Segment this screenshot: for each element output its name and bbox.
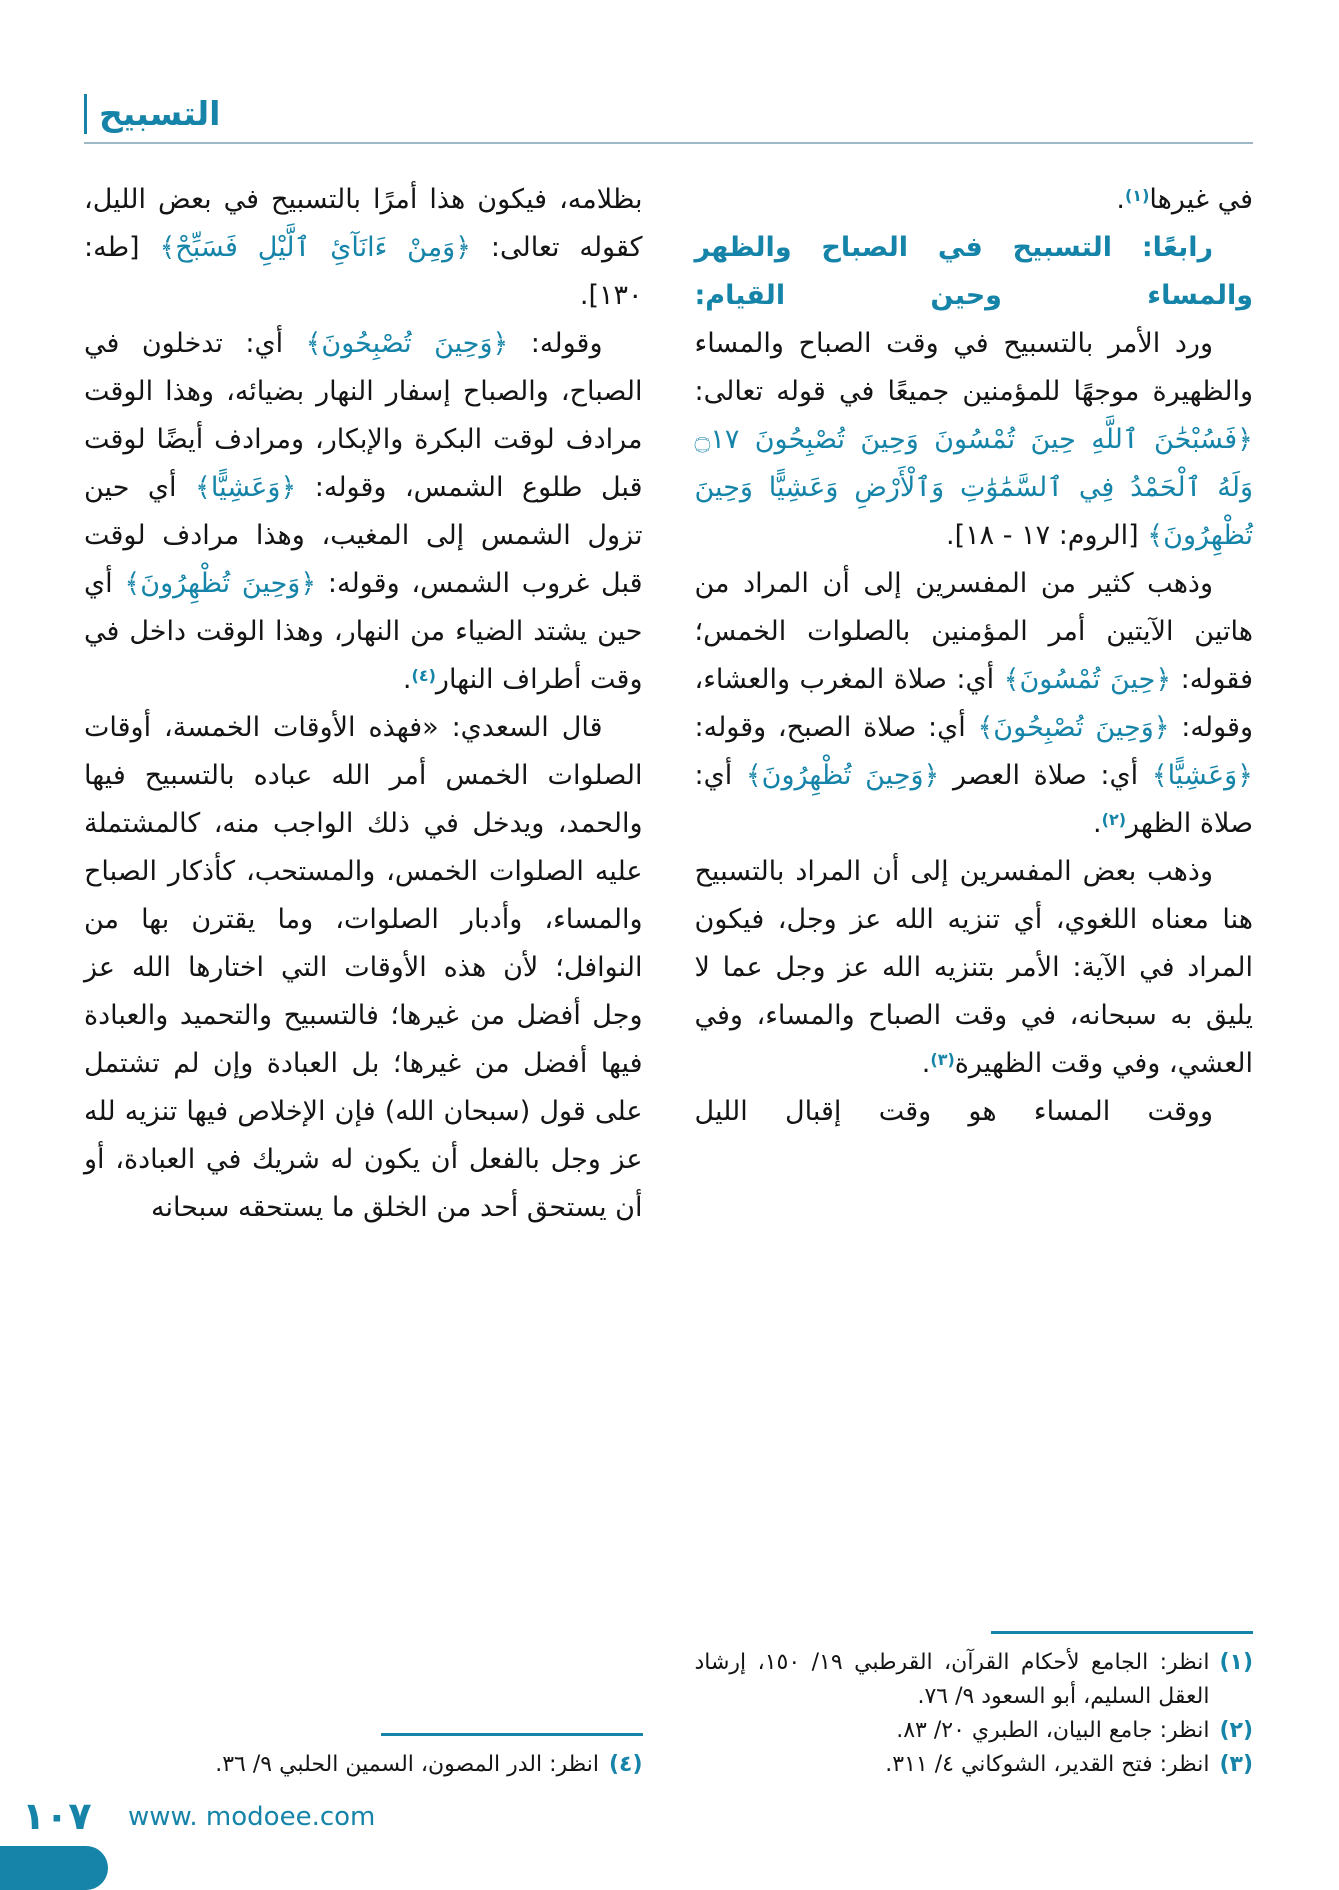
- quran-quote: ﴿وَحِينَ تُصْبِحُونَ﴾: [977, 712, 1170, 743]
- text-run: أي: صلاة المغرب والعشاء، وقوله:: [694, 664, 1254, 743]
- heading-text: رابعًا: التسبيح في الصباح والظهر والمساء وحين القيام:: [694, 232, 1253, 311]
- footnote-number: (٢): [1219, 1718, 1253, 1743]
- text-run: .: [402, 664, 412, 695]
- quran-quote: ﴿وَمِنْ ءَانَآئِ ٱلَّيْلِ فَسَبِّحْ﴾: [159, 232, 472, 263]
- website-url: www. modoee.com: [128, 1802, 376, 1832]
- footnote: [84, 1748, 643, 1782]
- text-run: أي حين تزول الشمس إلى المغيب، وهذا مرادف لوقت قبل غروب الشمس، وقوله:: [84, 472, 643, 599]
- text-run: قال السعدي: «فهذه الأوقات الخمسة، أوقات الصلوات الخمس أمر الله عباده بالتسبيح فيها والحمد، ويدخل في ذلك الواجب منه، كالمشتملة عليه الصلوات الخمس، والمستحب، كأذكار الصباح والمساء، وأدبار الصلوات، وما يقترن بها من النوافل؛ لأن هذه الأوقات التي اختارها الله عز وجل أفضل من غيرها؛ فالتسبيح والتحميد والعبادة فيها أفضل من غيرها؛ بل العبادة وإن لم تشتمل على قول (سبحان الله) فإن الإخلاص فيها تنزيه لله عز وجل بالفعل أن يكون له شريك في العبادة، أو أن يستحق أحد من الخلق ما يستحقه سبحانه: [84, 712, 643, 1223]
- footnote-ref: (١): [1124, 186, 1150, 205]
- text-run: أي: صلاة الصبح، وقوله:: [694, 712, 978, 743]
- text-run: وقوله:: [508, 328, 603, 359]
- paragraph: [84, 704, 643, 1232]
- paragraph: [695, 560, 1254, 848]
- text-run: أي حين يشتد الضياء من النهار، وهذا الوقت داخل في وقت أطراف النهار: [84, 568, 643, 695]
- footnote-text: انظر: الجامع لأحكام القرآن، القرطبي ١٩/ ١٥٠، إرشاد العقل السليم، أبو السعود ٩/ ٧٦.: [694, 1650, 1210, 1709]
- quran-quote: ﴿وَحِينَ تُظْهِرُونَ﴾: [745, 760, 940, 791]
- text-run: أي: صلاة العصر: [939, 760, 1152, 791]
- chapter-title: التسبيح: [84, 94, 220, 134]
- footnote-list: [695, 1646, 1254, 1782]
- right-column-text: [695, 176, 1254, 1136]
- quran-quote: ﴿وَعَشِيًّا﴾: [195, 472, 297, 503]
- paragraph: [695, 848, 1254, 1088]
- footnote: [695, 1748, 1254, 1782]
- paragraph: [695, 176, 1254, 224]
- text-run: وذهب كثير من المفسرين إلى أن المراد من هاتين الآيتين أمر المؤمنين بالصلوات الخمس؛ فقوله:: [694, 568, 1253, 695]
- footnote: [695, 1714, 1254, 1748]
- page-number: ١٠٧: [22, 1794, 92, 1838]
- footnote-text: انظر: فتح القدير، الشوكاني ٤/ ٣١١.: [885, 1752, 1210, 1777]
- left-column: [84, 176, 643, 1782]
- right-column: [695, 176, 1254, 1782]
- text-run: ووقت المساء هو وقت إقبال الليل: [694, 1096, 1213, 1127]
- footnote-text: انظر: الدر المصون، السمين الحلبي ٩/ ٣٦.: [215, 1752, 599, 1777]
- footnote-ref: (٤): [411, 666, 436, 685]
- text-run: .: [921, 1048, 931, 1079]
- text-run: .: [1093, 808, 1102, 839]
- text-run: ورد الأمر بالتسبيح في وقت الصباح والمساء والظهيرة موجهًا للمؤمنين جميعًا في قوله تعالى:: [694, 328, 1253, 407]
- header-rule: [84, 142, 1253, 144]
- quran-quote: ﴿وَحِينَ تُصْبِحُونَ﴾: [305, 328, 509, 359]
- text-run: .: [1116, 184, 1125, 215]
- footnote-text: انظر: جامع البيان، الطبري ٢٠/ ٨٣.: [896, 1718, 1210, 1743]
- text-run: أي: صلاة الظهر: [694, 760, 1253, 839]
- footnote: [695, 1646, 1254, 1714]
- corner-tab-decoration: [0, 1846, 108, 1890]
- paragraph: [695, 1088, 1254, 1136]
- quran-quote: ﴿وَعَشِيًّا﴾: [1151, 760, 1253, 791]
- footnote-divider: [381, 1733, 643, 1736]
- paragraph: [695, 224, 1254, 320]
- text-run: [طه: ١٣٠].: [84, 232, 643, 311]
- quran-quote: ﴿وَحِينَ تُظْهِرُونَ﴾: [124, 568, 317, 599]
- quran-quote: ﴿فَسُبْحَٰنَ ٱللَّهِ حِينَ تُمْسُونَ وَحِينَ تُصْبِحُونَ ۝١٧ وَلَهُ ٱلْحَمْدُ فِي ٱلسَّمَٰوَٰتِ وَٱلْأَرْضِ وَعَشِيًّا وَحِينَ تُظْهِرُونَ﴾: [694, 424, 1253, 551]
- footnote-list: [84, 1748, 643, 1782]
- left-footnotes: [84, 1723, 643, 1782]
- page-body: [84, 176, 1253, 1782]
- footnote-divider: [991, 1631, 1253, 1634]
- quran-quote: ﴿حِينَ تُمْسُونَ﴾: [1003, 664, 1172, 695]
- text-run: أي: تدخلون في الصباح، والصباح إسفار النهار بضيائه، وهذا الوقت مرادف لوقت البكرة والإبكار، ومرادف أيضًا لوقت قبل طلوع الشمس، وقوله:: [84, 328, 643, 503]
- footnote-number: (١): [1219, 1650, 1253, 1675]
- footnote-ref: (٣): [930, 1050, 955, 1069]
- left-column-text: [84, 176, 643, 1232]
- footnote-ref: (٢): [1101, 810, 1127, 829]
- footnote-number: (٤): [608, 1752, 643, 1777]
- text-run: وذهب بعض المفسرين إلى أن المراد بالتسبيح هنا معناه اللغوي، أي تنزيه الله عز وجل، فيكون المراد في الآية: الأمر بتنزيه الله عز وجل عما لا يليق به سبحانه، في وقت الصباح والمساء، وفي العشي، وفي وقت الظهيرة: [694, 856, 1253, 1079]
- text-run: [الروم: ١٧ - ١٨].: [946, 520, 1148, 551]
- paragraph: [84, 320, 643, 704]
- page-header: [84, 94, 1253, 148]
- footnote-number: (٣): [1219, 1752, 1253, 1777]
- paragraph: [695, 320, 1254, 560]
- paragraph: [84, 176, 643, 320]
- right-footnotes: [695, 1621, 1254, 1782]
- text-run: في غيرها: [1149, 184, 1253, 215]
- text-run: بظلامه، فيكون هذا أمرًا بالتسبيح في بعض الليل، كقوله تعالى:: [84, 184, 643, 263]
